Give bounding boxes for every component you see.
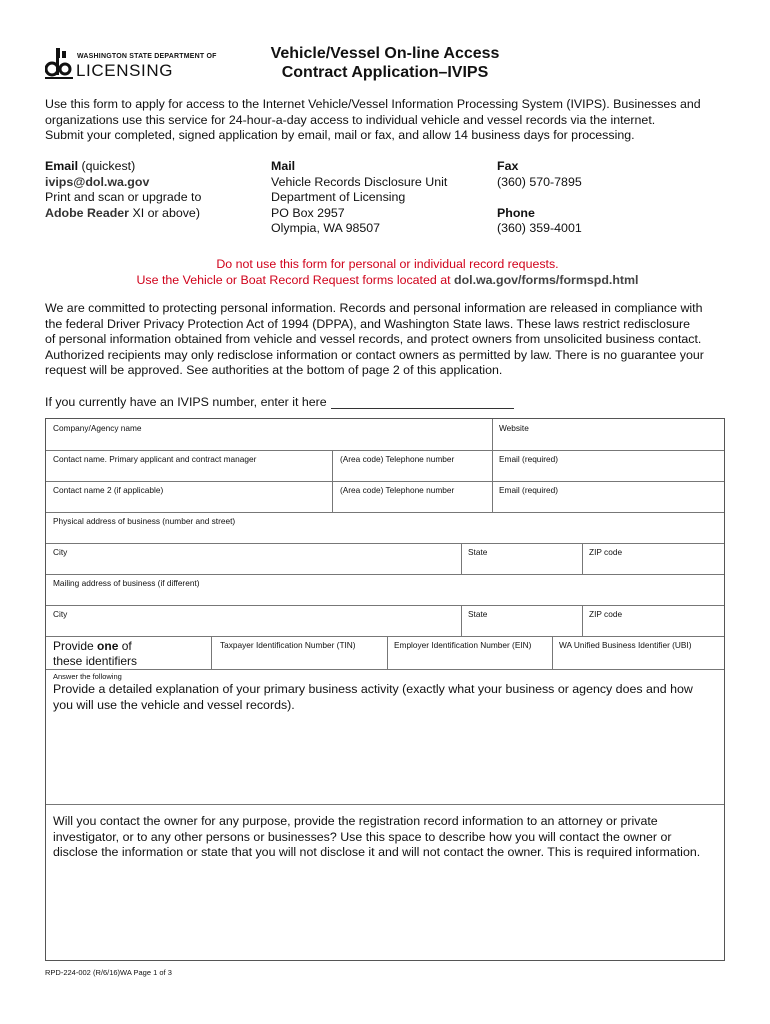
zip-1-field[interactable]: ZIP code: [589, 547, 623, 557]
privacy-paragraph: [45, 301, 730, 379]
email-note: (quickest): [81, 159, 136, 173]
application-form: [45, 418, 725, 961]
state-2-field[interactable]: State: [468, 609, 488, 619]
city-1-field[interactable]: City: [53, 547, 68, 557]
intro-paragraph: [45, 97, 730, 144]
answer-following-label: Answer the following: [53, 672, 122, 681]
ivips-prompt: If you currently have an IVIPS number, enter it here: [45, 395, 327, 409]
mail-line: Department of Licensing: [271, 190, 406, 205]
zip-2-field[interactable]: ZIP code: [589, 609, 623, 619]
form-footer: RPD-224-002 (R/6/16)WA Page 1 of 3: [45, 968, 172, 977]
privacy-line: of personal information obtained from vehicle and vessel records, and protect owners from unsolicited business contact.: [45, 332, 702, 347]
title-line-2: Contract Application–IVIPS: [281, 64, 489, 81]
physical-address-field[interactable]: Physical address of business (number and street): [53, 516, 236, 526]
mail-contact: [271, 159, 447, 237]
warning-line-1: Do not use this form for personal or individual record requests.: [216, 257, 559, 271]
dol-logo: [45, 48, 217, 82]
adobe-reader-suffix: XI or above): [132, 205, 200, 220]
city-2-field[interactable]: City: [53, 609, 68, 619]
fax-phone-contact: [497, 159, 582, 237]
ivips-number-row: [45, 395, 514, 409]
privacy-line: We are committed to protecting personal information. Records and personal information are released in compliance with: [45, 301, 703, 315]
logo-department-text: WASHINGTON STATE DEPARTMENT OF: [77, 53, 217, 60]
fax-heading: Fax: [497, 159, 519, 173]
mail-line: Vehicle Records Disclosure Unit: [271, 174, 448, 189]
website-field[interactable]: Website: [499, 423, 529, 433]
company-name-field[interactable]: Company/Agency name: [53, 423, 142, 433]
phone-number: (360) 359-4001: [497, 221, 582, 236]
title-line-1: Vehicle/Vessel On-line Access: [270, 45, 500, 62]
contact-name-2-field[interactable]: Contact name 2 (if applicable): [53, 485, 164, 495]
question-2[interactable]: Will you contact the owner for any purpose, provide the registration record information to an attorney or private investigator, or to any other persons or businesses? Use this space to describe how you will contact the owner or disclose the information or state that you will not disclose it and will not contact the owner. This is required information.: [53, 814, 701, 860]
logo-licensing-text: LICENSING: [76, 61, 174, 80]
email-address-link[interactable]: ivips@dol.wa.gov: [45, 174, 150, 189]
telephone-2-field[interactable]: (Area code) Telephone number: [340, 485, 455, 495]
ivips-number-field[interactable]: [331, 396, 514, 409]
ein-field[interactable]: Employer Identification Number (EIN): [394, 640, 532, 650]
mail-line: Olympia, WA 98507: [271, 221, 381, 236]
intro-line: Use this form to apply for access to the Internet Vehicle/Vessel Information Processing System (IVIPS). Businesses and: [45, 97, 701, 111]
email-instruction: Print and scan or upgrade to: [45, 190, 202, 205]
privacy-line: Authorized recipients may only redisclose information or contact owners as permitted by law. There is no guarantee your: [45, 347, 704, 362]
email-contact: [45, 159, 201, 221]
mailing-address-field[interactable]: Mailing address of business (if different): [53, 578, 200, 588]
contact-name-1-field[interactable]: Contact name. Primary applicant and contract manager: [53, 454, 257, 464]
tin-field[interactable]: Taxpayer Identification Number (TIN): [220, 640, 356, 650]
question-1[interactable]: Provide a detailed explanation of your primary business activity (exactly what your business or agency does and how you will use the vehicle and vessel records).: [53, 682, 693, 712]
state-1-field[interactable]: State: [468, 547, 488, 557]
phone-heading: Phone: [497, 205, 535, 220]
mail-heading: Mail: [271, 159, 296, 173]
email-2-field[interactable]: Email (required): [499, 485, 559, 495]
intro-line: organizations use this service for 24-hour-a-day access to individual vehicle and vessel records via the internet.: [45, 112, 656, 127]
forms-link[interactable]: dol.wa.gov/forms/formspd.html: [454, 273, 639, 287]
mail-line: PO Box 2957: [271, 205, 345, 220]
page-title: [200, 44, 570, 82]
intro-line: Submit your completed, signed application by email, mail or fax, and allow 14 business days for processing.: [45, 128, 635, 143]
dol-logo-mark-icon: [45, 48, 73, 80]
email-heading: Email: [45, 159, 79, 173]
email-1-field[interactable]: Email (required): [499, 454, 559, 464]
identifiers-prompt: Provide one of these identifiers: [53, 639, 138, 668]
fax-number: (360) 570-7895: [497, 174, 582, 189]
telephone-1-field[interactable]: (Area code) Telephone number: [340, 454, 455, 464]
adobe-reader-link[interactable]: Adobe Reader: [45, 205, 129, 220]
warning-notice: [45, 256, 730, 288]
warning-line-2: Use the Vehicle or Boat Record Request forms located at: [136, 273, 451, 287]
privacy-line: the federal Driver Privacy Protection Act of 1994 (DPPA), and Washington State laws. These laws restrict redisclosure: [45, 316, 691, 331]
ubi-field[interactable]: WA Unified Business Identifier (UBI): [559, 640, 692, 650]
privacy-line: request will be approved. See authorities at the bottom of page 2 of this application.: [45, 363, 503, 378]
